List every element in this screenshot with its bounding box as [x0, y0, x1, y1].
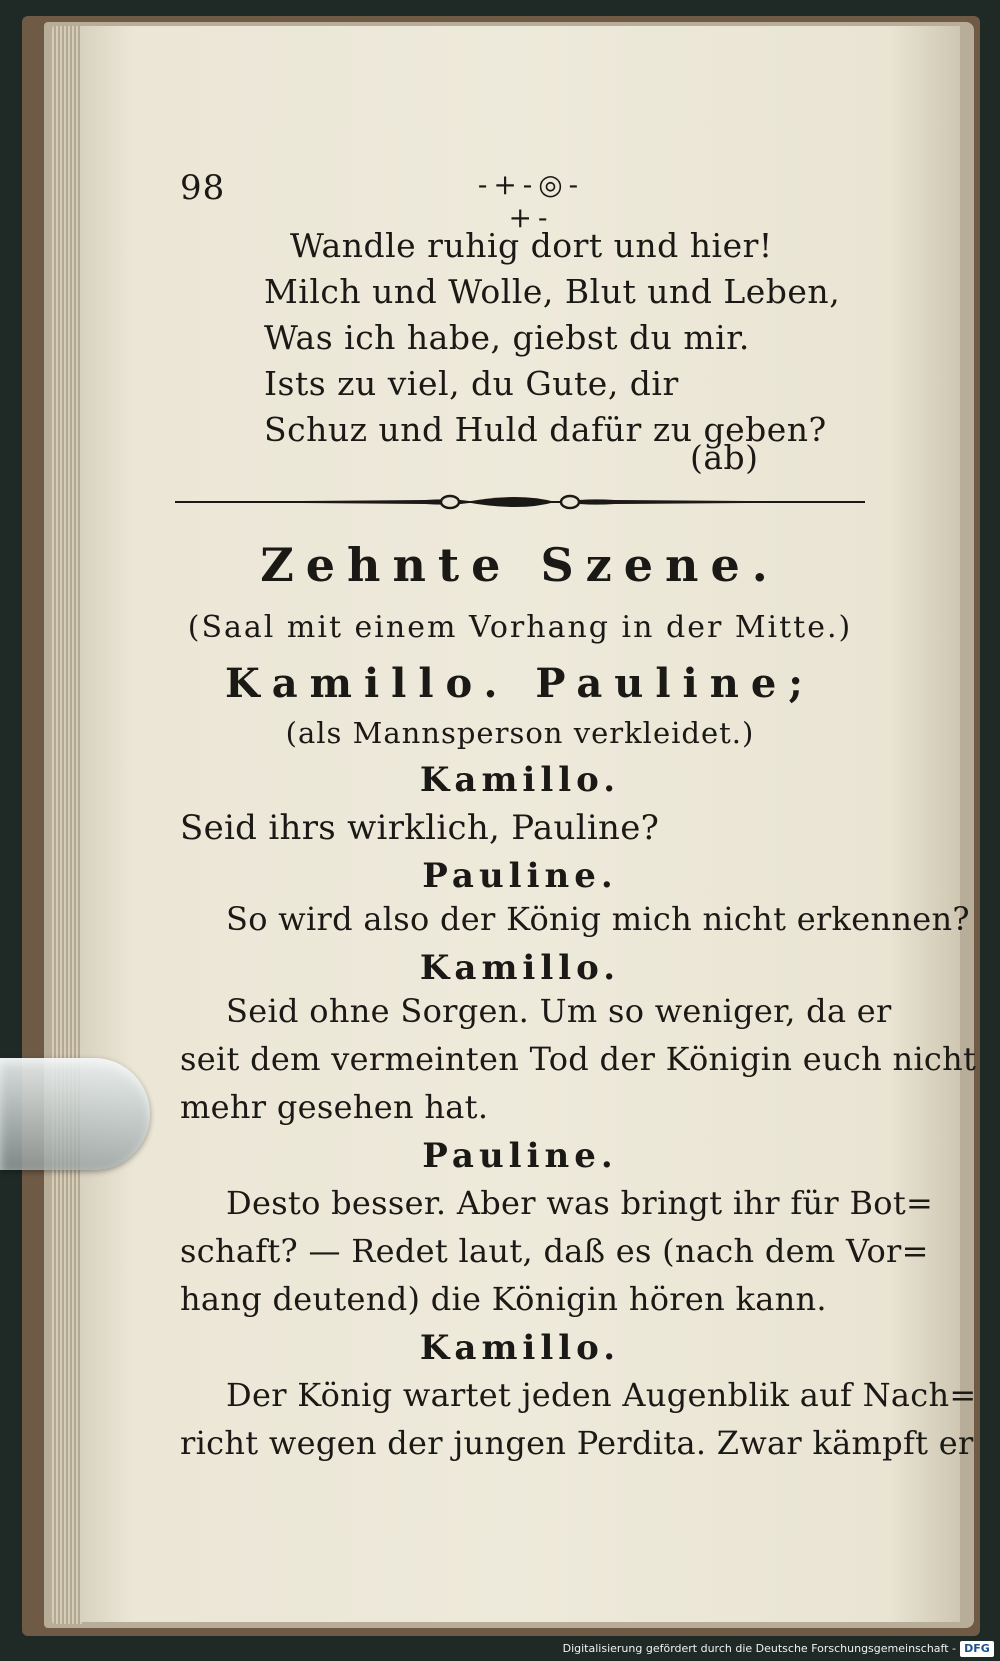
scene-disguise: (als Mannsperson verkleidet.): [285, 716, 755, 750]
dialogue-line: Seid ohne Sorgen. Um so weniger, da er: [226, 992, 892, 1030]
stage-direction-exit: (ab): [690, 438, 759, 477]
ornamental-rule: [175, 482, 865, 522]
dialogue-line: mehr gesehen hat.: [180, 1088, 489, 1126]
scene-characters: Kamillo. Pauline;: [224, 660, 816, 707]
speaker-name: Pauline.: [422, 856, 618, 896]
dialogue-line: So wird also der König mich nicht erkennen?: [226, 900, 970, 938]
page-clip: [0, 1058, 150, 1170]
dialogue-line: Seid ihrs wirklich, Pauline?: [180, 808, 660, 848]
speaker-name: Pauline.: [422, 1136, 618, 1176]
verse-line: Schuz und Huld dafür zu geben?: [264, 410, 827, 449]
book-page: [80, 26, 977, 1622]
speaker-name: Kamillo.: [419, 760, 621, 800]
verse-line: Ists zu viel, du Gute, dir: [264, 364, 679, 403]
digitization-credit: Digitalisierung gefördert durch die Deutsche Forschungsgemeinschaft -: [562, 1642, 956, 1655]
speaker-name: Kamillo.: [419, 1328, 621, 1368]
header-ornament: -+-◎-+-: [477, 168, 585, 234]
dialogue-line: hang deutend) die Königin hören kann.: [180, 1280, 827, 1318]
scene-setting: (Saal mit einem Vorhang in der Mitte.): [187, 610, 853, 645]
page-number: 98: [180, 168, 226, 208]
page-edges: [52, 26, 82, 1624]
dialogue-line: Desto besser. Aber was bringt ihr für Bot=: [226, 1184, 934, 1222]
speaker-name: Kamillo.: [419, 948, 621, 988]
dialogue-line: seit dem vermeinten Tod der Königin euch nicht: [180, 1040, 977, 1078]
dfg-logo: DFG: [960, 1641, 994, 1657]
verse-line: Wandle ruhig dort und hier!: [290, 226, 773, 265]
dialogue-line: schaft? — Redet laut, daß es (nach dem Vor=: [180, 1232, 929, 1270]
verse-line: Milch und Wolle, Blut und Leben,: [264, 272, 841, 311]
scene-title: Zehnte Szene.: [260, 538, 780, 592]
verse-line: Was ich habe, giebst du mir.: [264, 318, 750, 357]
dialogue-line: Der König wartet jeden Augenblik auf Nach=: [226, 1376, 977, 1414]
dialogue-line: richt wegen der jungen Perdita. Zwar kämpft er: [180, 1424, 974, 1462]
